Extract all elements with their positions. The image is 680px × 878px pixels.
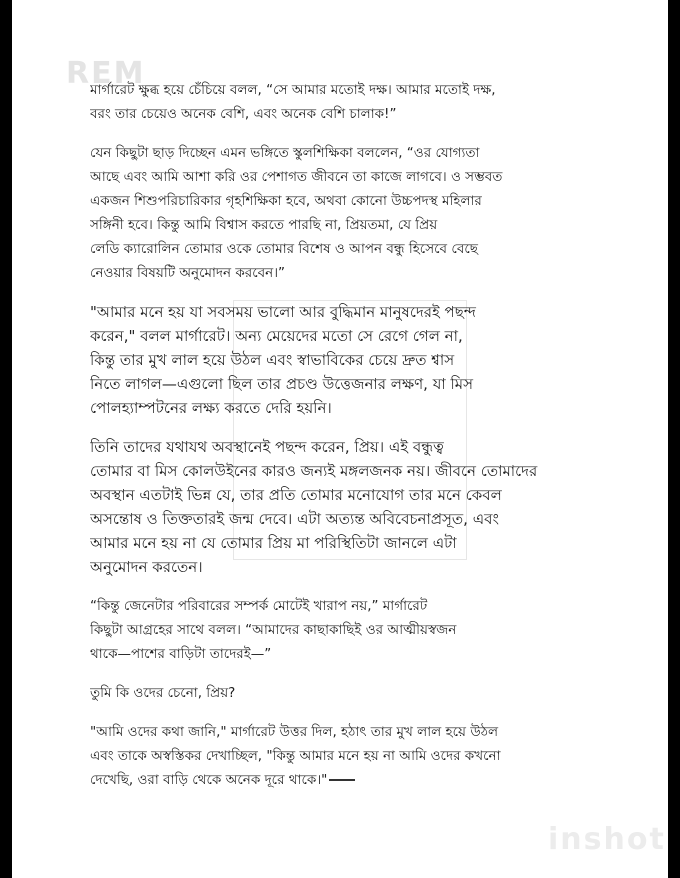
text-line: থাকে—পাশের বাড়িটা তাদেরই—”: [90, 646, 272, 662]
text-line: অনুমোদন করতেন।: [90, 558, 203, 576]
text-line: যেন কিছুটা ছাড় দিচ্ছেন এমন ভঙ্গিতে স্কুলশিক্ষিকা বললেন, “ওর যোগ্যতা: [90, 145, 480, 161]
paragraph: [90, 300, 610, 420]
text-line: নিতে লাগল—এগুলো ছিল তার প্রচণ্ড উত্তেজনার লক্ষণ, যা মিস: [90, 375, 473, 393]
paragraph: [90, 681, 610, 705]
text-line: কিন্তু তার মুখ লাল হয়ে উঠল এবং স্বাভাবিকের চেয়ে দ্রুত শ্বাস: [90, 351, 455, 369]
text-line: তিনি তাদের যথাযথ অবস্থানেই পছন্দ করেন, প্রিয়। এই বন্ধুত্ব: [90, 438, 444, 456]
text-line: একজন শিশুপরিচারিকার গৃহশিক্ষিকা হবে, অথবা কোনো উচ্চপদস্থ মহিলার: [90, 193, 482, 209]
text-line: দেখেছি, ওরা বাড়ি থেকে অনেক দূরে থাকে।": [90, 768, 610, 792]
text-line: আছে এবং আমি আশা করি ওর পেশাগত জীবনে তা কাজে লাগবে। ও সম্ভবত: [90, 169, 503, 185]
paragraph: [90, 78, 610, 126]
text-line: সঙ্গিনী হবে। কিন্তু আমি বিশ্বাস করতে পারছি না, প্রিয়তমা, যে প্রিয়: [90, 217, 438, 233]
text-line: পোলহ্যাম্পটনের লক্ষ্য করতে দেরি হয়নি।: [90, 399, 332, 417]
text-line: অবস্থান এতটাই ভিন্ন যে, তার প্রতি তোমার মনোযোগ তার মনে কেবল: [90, 486, 502, 504]
paragraph: [90, 594, 610, 666]
text-line: করেন," বলল মার্গারেট। অন্য মেয়েদের মতো সে রেগে গেল না,: [90, 327, 463, 345]
text-line: এবং তাকে অস্বস্তিকর দেখাচ্ছিল, "কিন্তু আমার মনে হয় না আমি ওদের কখনো: [90, 748, 501, 764]
text-line: অসন্তোষ ও তিক্ততারই জন্ম দেবে। এটা অত্যন্ত অবিবেচনাপ্রসূত, এবং: [90, 510, 499, 528]
text-line: নেওয়ার বিষয়টি অনুমোদন করবেন।”: [90, 265, 286, 281]
page-text: [90, 78, 610, 807]
text-line: বরং তার চেয়েও অনেক বেশি, এবং অনেক বেশি চালাক!”: [90, 106, 397, 122]
paragraph: [90, 720, 610, 792]
text-line: "আমি ওদের কথা জানি," মার্গারেট উত্তর দিল, হঠাৎ তার মুখ লাল হয়ে উঠল: [90, 724, 499, 740]
text-line: তোমার বা মিস কোলউইনের কারও জন্যই মঙ্গলজনক নয়। জীবনে তোমাদের: [90, 462, 538, 480]
text-line: "আমার মনে হয় যা সবসময় ভালো আর বুদ্ধিমান মানুষদেরই পছন্দ: [90, 303, 476, 321]
watermark-logo-bottom: inshot: [548, 822, 666, 857]
text-line: “কিন্তু জেনেটার পরিবারের সম্পর্ক মোটেই খারাপ নয়,” মার্গারেট: [90, 598, 428, 614]
text-line: কিছুটা আগ্রহের সাথে বলল। “আমাদের কাছাকাছিই ওর আত্মীয়স্বজন: [90, 622, 457, 638]
paragraph: [90, 435, 610, 579]
paragraph: [90, 141, 610, 285]
text-line: মার্গারেট ক্ষুব্ধ হয়ে চেঁচিয়ে বলল, “সে আমার মতোই দক্ষ। আমার মতোই দক্ষ,: [90, 82, 496, 98]
text-line: লেডি ক্যারোলিন তোমার ওকে তোমার বিশেষ ও আপন বন্ধু হিসেবে বেছে: [90, 241, 478, 257]
end-dash: [329, 779, 355, 781]
text-line: আমার মনে হয় না যে তোমার প্রিয় মা পরিস্থিতিটা জানলে এটা: [90, 534, 457, 552]
watermark-logo-top: REM: [66, 56, 146, 91]
text-line: তুমি কি ওদের চেনো, প্রিয়?: [90, 685, 236, 701]
